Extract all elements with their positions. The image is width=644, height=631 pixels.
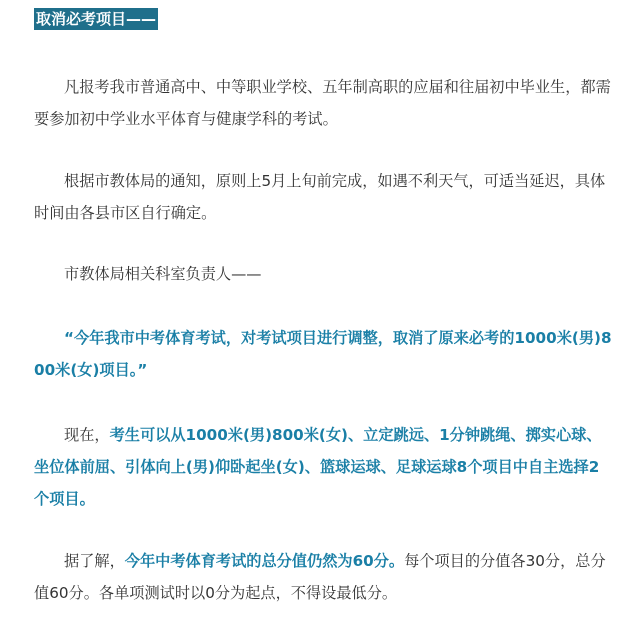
paragraph-options-lead: 现在，	[64, 426, 110, 444]
paragraph-quote: “今年我市中考体育考试，对考试项目进行调整，取消了原来必考的1000米(男)800米(女)项目。”	[34, 329, 612, 379]
paragraph-official: 市教体局相关科室负责人——	[64, 265, 262, 283]
paragraph-schedule: 根据市教体局的通知，原则上5月上旬前完成，如遇不利天气，可适当延迟，具体时间由各县市区自行确定。	[34, 172, 606, 222]
paragraph-scoring	[34, 545, 614, 609]
paragraph-options-highlight: 考生可以从1000米(男)800米(女)、立定跳远、1分钟跳绳、掷实心球、坐位体前屈、引体向上(男)仰卧起坐(女)、篮球运球、足球运球8个项目中自主选择2个项目。	[34, 426, 602, 508]
paragraph-applicants: 凡报考我市普通高中、中等职业学校、五年制高职的应届和往届初中毕业生，都需要参加初中学业水平体育与健康学科的考试。	[34, 78, 611, 128]
paragraph-scoring-lead: 据了解，	[64, 552, 125, 570]
section-heading: 取消必考项目——	[36, 10, 157, 28]
paragraph-scoring-tail: 每个项目的分值各30分，总分值60分。各单项测试时以0分为起点，不得设最低分。	[34, 552, 606, 602]
paragraph-scoring-highlight: 今年中考体育考试的总分值仍然为60分。	[124, 552, 405, 570]
paragraph-options	[34, 419, 614, 515]
